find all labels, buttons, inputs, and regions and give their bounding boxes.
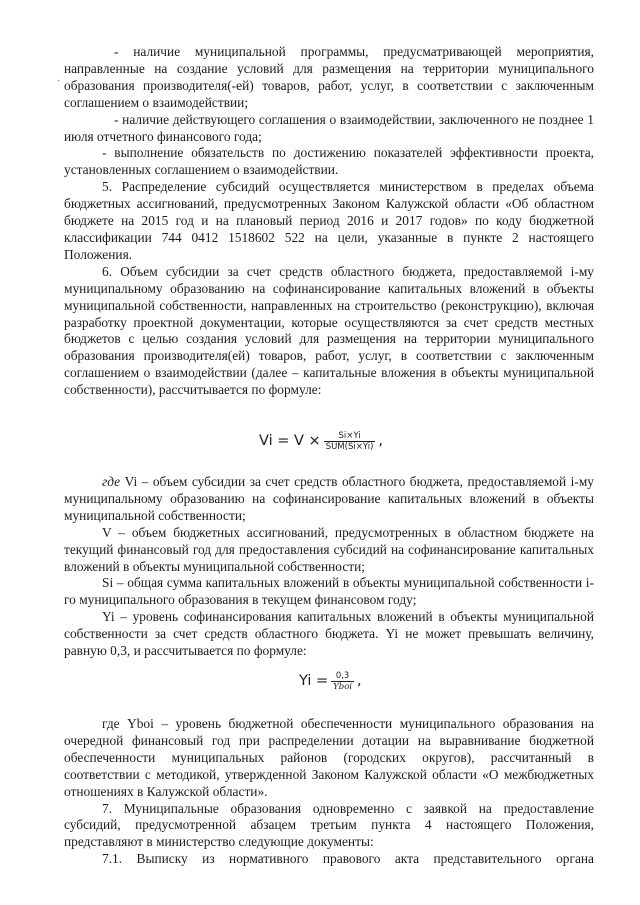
where-word: где [102,474,121,489]
criterion-agreement: - наличие действующего соглашения о взаимодействии, заключенного не позднее 1 июля отчетного финансового года; [64,111,594,144]
margin-dot: · [57,76,61,87]
formula-vi-denominator: SUM(Si×Yi) [325,442,374,452]
closing-block [64,716,594,868]
formula-vi-tail: , [378,433,384,450]
definitions-block [64,474,594,660]
paragraph-6: 6. Объем субсидии за счет средств областного бюджета, предоставляемой i-му муниципальному образованию на софинансирование капитальных вложений в объекты муниципальной собственности, направленных на строительство (реконструкцию), включая разработку проектной документации, которые осуществляются за счет средств местных бюджетов с целью создания условий для размещения на территории муниципального образования производителя(ей) товаров, работ, услуг, в соответствии с заключенным соглашением о взаимодействии (далее – капитальные вложения в объекты муниципальной собственности), рассчитывается по формуле: [64,263,594,398]
formula-vi [259,431,383,452]
formula-yi-tail: , [357,673,362,690]
formula-yi-denominator: Yboi [333,682,353,692]
formula-yi-numerator: 0,3 [335,671,350,681]
formula-yi [299,671,362,692]
formula-yi-fraction [331,671,354,692]
paragraph-5: 5. Распределение субсидий осуществляется министерством в пределах объема бюджетных ассигнований, предусмотренных Законом Калужской области «Об областном бюджете на 2015 год и на плановый период 2016 и 2017 годов» по коду бюджетной классификации 744 0412 1518602 522 на цели, указанные в пункте 2 настоящего Положения. [64,179,594,262]
definition-vi-text: Vi – объем субсидии за счет средств областного бюджета, предоставляемой i-му муниципальному образованию на софинансирование капитальных вложений в объекты муниципальной собственности; [64,474,594,523]
formula-vi-numerator: Si×Yi [338,431,361,441]
formula-vi-fraction [324,431,376,452]
definition-si: Si – общая сумма капитальных вложений в объекты муниципальной собственности i-го муниципального образования в текущем финансовом году; [64,575,594,608]
criterion-program: - наличие муниципальной программы, предусматривающей мероприятия, направленные на создание условий для размещения на территории муниципального образования производителя(-ей) товаров, работ, услуг, в соответствии с заключенным соглашением о взаимодействии; [64,44,594,110]
formula-vi-lhs: Vi = V × [259,433,321,450]
formula-yi-lhs: Yi = [299,673,329,690]
definition-yboi: где Yboi – уровень бюджетной обеспеченности муниципального образования на очередной финансовый год при распределении дотации на выравнивание бюджетной обеспеченности муниципальных районов (городских округов), рассчитанный в соответствии с методикой, утвержденной Законом Калужской области «О межбюджетных отношениях в Калужской области». [64,716,594,799]
paragraph-7: 7. Муниципальные образования одновременно с заявкой на предоставление субсидий, предусмотренной абзацем третьим пункта 4 настоящего Положения, представляют в министерство следующие документы: [64,800,594,850]
criteria-list [64,44,594,399]
definition-v: V – объем бюджетных ассигнований, предусмотренных в областном бюджете на текущий финансовый год для предоставления субсидий на софинансирование капитальных вложений в объекты муниципальной собственности; [64,524,594,574]
paragraph-7-1: 7.1. Выписку из нормативного правового акта представительного органа [102,851,594,867]
definition-yi: Yi – уровень софинансирования капитальных вложений в объекты муниципальной собственности за счет средств областного бюджета. Yi не может превышать величину, равную 0,3, и рассчитывается по формуле: [64,609,594,659]
criterion-obligations: - выполнение обязательств по достижению показателей эффективности проекта, установленных соглашением о взаимодействии. [64,145,594,178]
definition-vi [64,474,594,525]
